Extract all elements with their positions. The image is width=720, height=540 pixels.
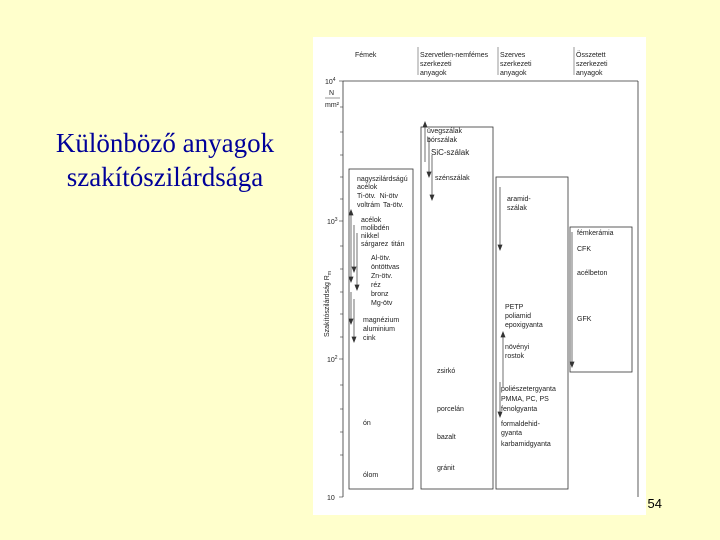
svg-text:üvegszálak: üvegszálak	[427, 128, 463, 135]
header-organic: Szerves szerkezeti anyagok	[500, 52, 532, 77]
title-line-2: szakítószilárdsága	[66, 162, 264, 192]
page-number: 54	[647, 496, 662, 511]
svg-text:SiC-szálak: SiC-szálak	[431, 148, 470, 157]
svg-text:cink: cink	[363, 335, 376, 342]
tick-label-1e4: $10^4$	[325, 77, 336, 86]
svg-text:PMMA, PC, PS: PMMA, PC, PS	[501, 396, 549, 403]
svg-text:formaldehid-: formaldehid-	[501, 421, 540, 428]
tick-label-1e1: 10	[327, 495, 335, 502]
svg-text:bazalt: bazalt	[437, 434, 456, 441]
svg-text:epoxigyanta: epoxigyanta	[505, 322, 543, 329]
svg-text:Zn-ötv.: Zn-ötv.	[371, 273, 393, 280]
slide-title	[20, 126, 310, 194]
svg-text:nikkel: nikkel	[361, 233, 379, 240]
svg-text:GFK: GFK	[577, 316, 592, 323]
svg-text:acélok: acélok	[361, 217, 382, 224]
axis-unit-n: N	[329, 90, 335, 97]
svg-text:acélok: acélok	[357, 184, 378, 191]
metals-labels	[357, 176, 408, 479]
svg-text:sárgareztitán: sárgarez titán	[361, 241, 405, 248]
svg-text:molibdén: molibdén	[361, 225, 390, 232]
svg-text:PETP: PETP	[505, 304, 524, 311]
svg-text:fémkerámia: fémkerámia	[577, 230, 614, 237]
tick-label-1e3: $10^3$	[327, 217, 338, 226]
header-metals: Fémek	[355, 52, 377, 59]
axis-unit-mm: mm²	[325, 102, 339, 109]
title-line-1: Különböző anyagok	[55, 128, 275, 158]
svg-text:magnézium: magnézium	[363, 317, 400, 324]
svg-text:aluminium: aluminium	[363, 326, 395, 333]
svg-text:karbamidgyanta: karbamidgyanta	[501, 441, 551, 448]
tensile-strength-figure	[313, 37, 646, 515]
svg-text:bórszálak: bórszálak	[427, 137, 457, 144]
svg-text:CFK: CFK	[577, 246, 591, 253]
svg-text:Al-ötv.: Al-ötv.	[371, 255, 391, 262]
svg-text:aramid-: aramid-	[507, 196, 531, 203]
svg-text:acélbeton: acélbeton	[577, 270, 608, 277]
inorganic-labels	[427, 128, 470, 472]
svg-text:zsirkó: zsirkó	[437, 368, 456, 375]
tick-label-1e2: $10^2$	[327, 355, 338, 364]
svg-text:gránit: gránit	[437, 465, 455, 472]
svg-text:növényi: növényi	[505, 344, 530, 351]
svg-text:bronz: bronz	[371, 291, 389, 298]
svg-text:nagyszilárdságú: nagyszilárdságú	[357, 176, 408, 183]
svg-text:ón: ón	[363, 420, 371, 427]
svg-text:Mg-ötv: Mg-ötv	[371, 300, 393, 307]
svg-text:fenolgyanta: fenolgyanta	[501, 406, 538, 413]
svg-text:ólom: ólom	[363, 472, 379, 479]
svg-text:öntöttvas: öntöttvas	[371, 264, 400, 271]
svg-text:Ti-ötv.Ni-ötv: Ti-ötv. Ni-ötv	[357, 193, 398, 200]
header-inorganic: Szervetlen-nemfémes szerkezeti anyagok	[420, 52, 489, 77]
header-composite: Összetett szerkezeti anyagok	[576, 52, 608, 77]
svg-text:voltrámTa-ötv.: voltrám Ta-ötv.	[357, 202, 404, 209]
svg-text:porcelán: porcelán	[437, 406, 464, 413]
figure-canvas	[313, 37, 646, 515]
axis-title: Szakítószilárdság $R_m$	[324, 270, 333, 337]
svg-text:poliészetergyanta: poliészetergyanta	[501, 386, 556, 393]
svg-text:szénszálak: szénszálak	[435, 175, 470, 182]
svg-text:poliamid: poliamid	[505, 313, 532, 320]
svg-text:szálak: szálak	[507, 205, 527, 212]
organic-labels	[501, 196, 556, 448]
svg-text:rostok: rostok	[505, 353, 525, 360]
composite-labels	[577, 230, 614, 323]
svg-text:réz: réz	[371, 282, 381, 289]
svg-text:gyanta: gyanta	[501, 430, 523, 437]
